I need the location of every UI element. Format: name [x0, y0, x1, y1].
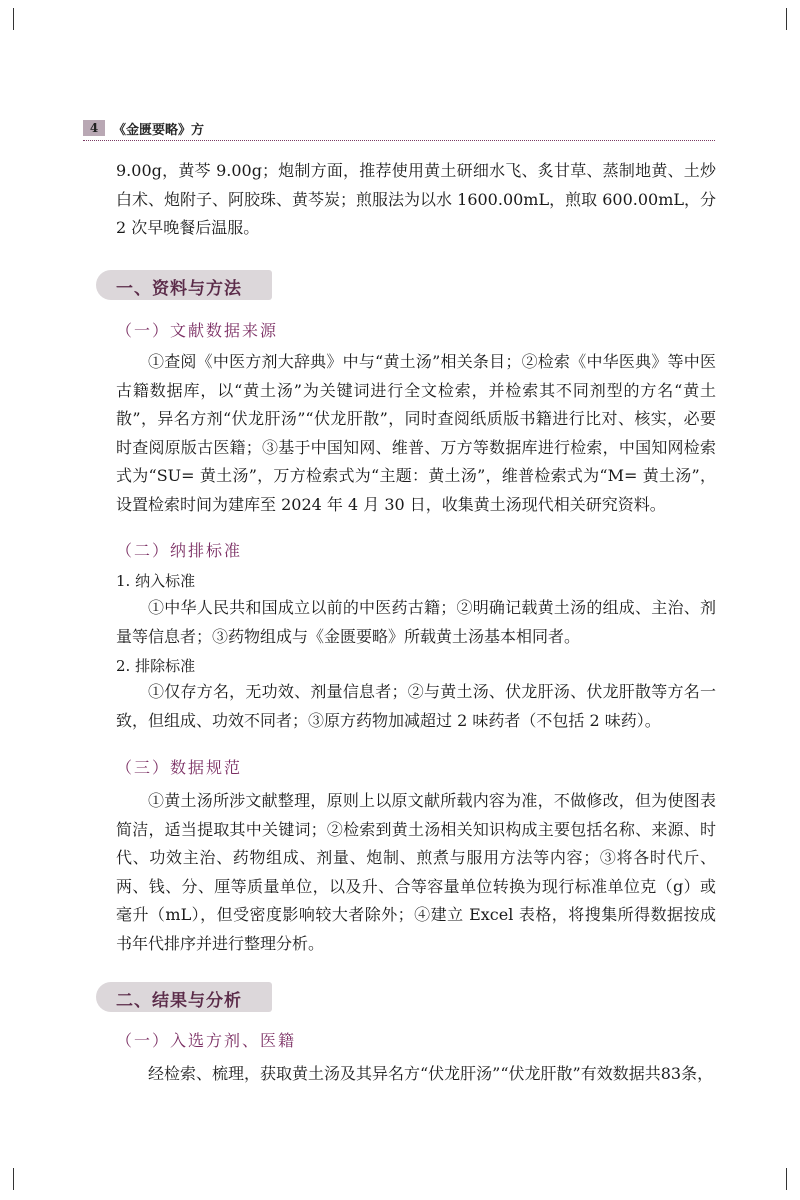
crop-mark-bottom-right [786, 1168, 787, 1190]
section-heading-1 [96, 270, 272, 300]
intro-paragraph: 9.00g，黄芩 9.00g；炮制方面，推荐使用黄土研细水飞、炙甘草、蒸制地黄、土炒白术、炮附子、阿胶珠、黄芩炭；煎服法为以水 1600.00mL，煎取 600.00mL，分 2 次早晚餐后温服。 [116, 161, 716, 237]
section-heading-2-text: 二、结果与分析 [116, 991, 242, 1011]
running-header [83, 118, 715, 141]
paragraph-selected-formulas: 经检索、梳理，获取黄土汤及其异名方“伏龙肝汤”“伏龙肝散”有效数据共83条， [148, 1064, 714, 1083]
crop-mark-top-left [13, 8, 14, 30]
page-number: 4 [83, 120, 105, 136]
subheading-data-standard: （三）数据规范 [116, 758, 243, 777]
paragraph-data-source: ①查阅《中医方剂大辞典》中与“黄土汤”相关条目；②检索《中华医典》等中医古籍数据库，以“黄土汤”为关键词进行全文检索，并检索其不同剂型的方名“黄土散”，异名方剂“伏龙肝汤”“伏龙肝散”，同时查阅纸质版书籍进行比对、核实，必要时查阅原版古医籍；③基于中国知网、维普、万方等数据库进行检索，中国知网检索式为“SU= 黄土汤”，万方检索式为“主题：黄土汤”，维普检索式为“M= 黄土汤”，设置检索时间为建库至 2024 年 4 月 30 日，收集黄土汤现代相关研究资料。 [116, 352, 716, 514]
section-heading-1-text: 一、资料与方法 [116, 279, 242, 299]
inclusion-heading: 1. 纳入标准 [116, 572, 196, 590]
section-heading-2 [96, 982, 272, 1012]
paragraph-data-standard: ①黄土汤所涉文献整理，原则上以原文献所载内容为准，不做修改，但为使图表简洁，适当提取其中关键词；②检索到黄土汤相关知识构成主要包括名称、来源、时代、功效主治、药物组成、剂量、炮制、煎煮与服用方法等内容；③将各时代斤、两、钱、分、厘等质量单位，以及升、合等容量单位转换为现行标准单位克（g）或毫升（mL），但受密度影响较大者除外；④建立 Excel 表格，将搜集所得数据按成书年代排序并进行整理分析。 [116, 791, 716, 953]
exclusion-heading: 2. 排除标准 [116, 657, 196, 675]
crop-mark-bottom-left [13, 1168, 14, 1190]
subheading-data-source: （一）文献数据来源 [116, 321, 279, 340]
subheading-criteria: （二）纳排标准 [116, 541, 243, 560]
exclusion-paragraph: ①仅存方名，无功效、剂量信息者；②与黄土汤、伏龙肝汤、伏龙肝散等方名一致，但组成、功效不同者；③原方药物加减超过 2 味药者（不包括 2 味药）。 [116, 682, 716, 730]
running-title: 《金匮要略》方 [113, 123, 205, 138]
inclusion-paragraph: ①中华人民共和国成立以前的中医药古籍；②明确记载黄土汤的组成、主治、剂量等信息者；③药物组成与《金匮要略》所载黄土汤基本相同者。 [116, 598, 716, 646]
crop-mark-top-right [786, 8, 787, 30]
subheading-selected-formulas: （一）入选方剂、医籍 [116, 1031, 297, 1050]
